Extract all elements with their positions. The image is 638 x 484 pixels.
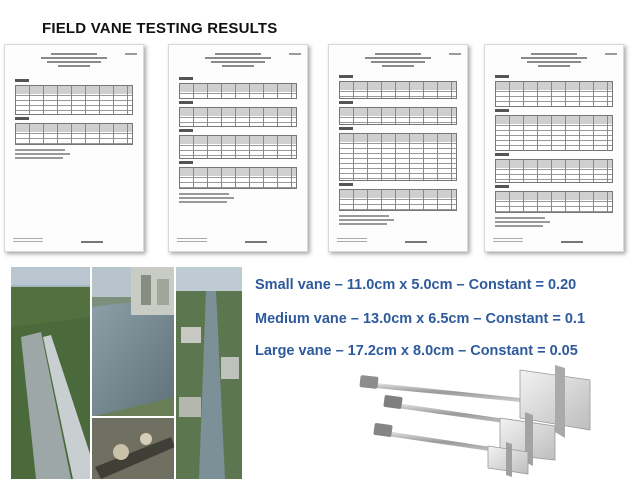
vane-spec-medium: Medium vane – 13.0cm x 6.5cm – Constant = 0.1: [255, 311, 586, 327]
document-page-4: [484, 44, 624, 252]
document-page-2: [168, 44, 308, 252]
vane-spec-small: Small vane – 11.0cm x 5.0cm – Constant = 0.20: [255, 277, 577, 293]
document-page-1: [4, 44, 144, 252]
document-page-3: [328, 44, 468, 252]
slide-title: FIELD VANE TESTING RESULTS: [42, 20, 278, 37]
field-vane-tools-photo: [350, 360, 600, 479]
vane-spec-large: Large vane – 17.2cm x 8.0cm – Constant = 0.05: [255, 343, 578, 359]
aerial-photo-collage: [11, 267, 242, 479]
